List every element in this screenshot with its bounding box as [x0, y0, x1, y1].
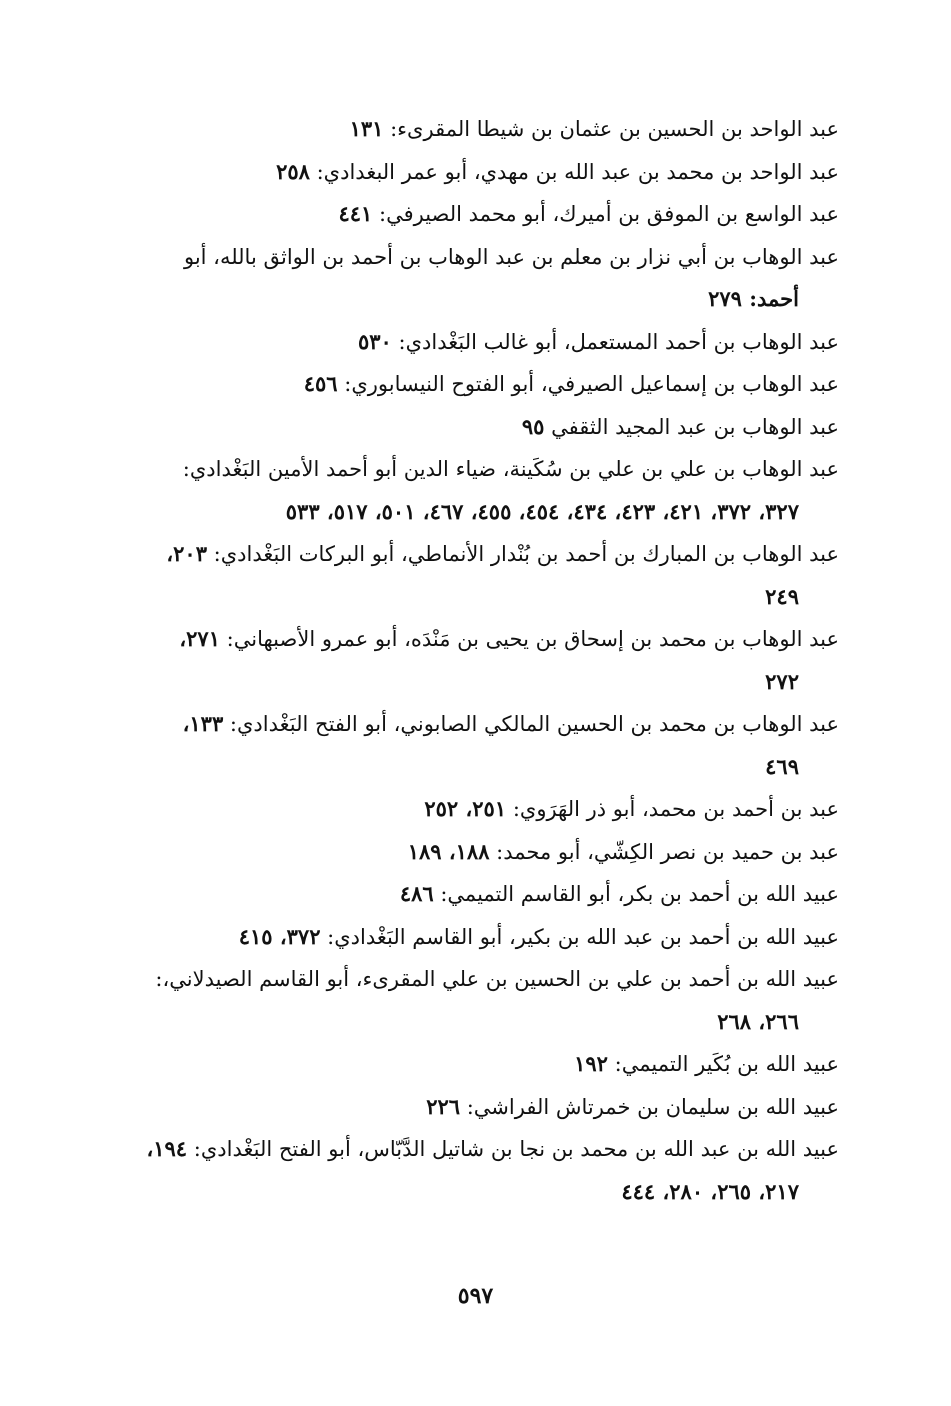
index-entry	[109, 703, 839, 788]
entry-continuation: ٢٦٦، ٢٦٨	[717, 1008, 799, 1034]
index-entry	[109, 448, 839, 533]
index-entry	[109, 618, 839, 703]
entry-name: عبيد الله بن سليمان بن خمرتاش الفراشي:	[466, 1094, 839, 1119]
entry-pages: ٢٠٣،	[166, 541, 207, 566]
entry-name: عبد بن أحمد بن محمد، أبو ذر الهَرَوي:	[512, 797, 839, 821]
entry-pages: ٣٧٢، ٤١٥	[238, 923, 321, 949]
entry-name: عبد الوهاب بن علي بن علي بن سُكَينة، ضياء الدين أبو أحمد الأمين البَغْدادي:	[182, 457, 839, 481]
entry-continuation: ٢١٧، ٢٦٥، ٢٨٠، ٤٤٤	[621, 1178, 799, 1204]
index-entry	[109, 916, 839, 959]
index-entry	[109, 406, 839, 449]
entry-pages: ١٣١	[349, 116, 384, 141]
entry-pages: ٥٣٠	[357, 328, 392, 354]
entry-name: عبيد الله بن أحمد بن بكر، أبو القاسم التميمي:	[440, 882, 839, 906]
entry-continuation: ٤٦٩	[765, 753, 799, 779]
entry-name: عبيد الله بن عبد الله بن محمد بن نجا بن شاتيل الدَّبّاس، أبو الفتح البَغْدادي:	[193, 1137, 839, 1161]
entry-name: عبد الوهاب بن أحمد المستعمل، أبو غالب البَغْدادي:	[398, 329, 839, 354]
entry-pages: ٢٧١،	[179, 626, 220, 651]
index-entry	[109, 363, 839, 406]
entry-name: عبد الوهاب بن إسماعيل الصيرفي، أبو الفتوح النيسابوري:	[344, 372, 839, 396]
entry-name: عبد الواحد بن محمد بن عبد الله بن مهدي، أبو عمر البغدادي:	[316, 159, 839, 184]
entry-pages: ١٨٨، ١٨٩	[407, 838, 490, 864]
entry-name: عبد الواحد بن الحسين بن عثمان بن شيطا المقرىء:	[390, 117, 839, 141]
index-entry	[109, 1043, 839, 1086]
entry-pages: ٢٢٦	[426, 1093, 461, 1119]
entry-continuation: ٢٧٢	[765, 668, 799, 694]
index-entry	[109, 1086, 839, 1129]
index-entry	[109, 533, 839, 618]
entry-pages: ١٩٢	[574, 1051, 608, 1076]
entry-pages: ٢٥٨	[276, 158, 310, 184]
entry-name: عبد الواسع بن الموفق بن أميرك، أبو محمد الصيرفي:	[379, 202, 839, 226]
index-entry	[109, 873, 839, 916]
index-list	[109, 108, 839, 1213]
entry-pages: ٩٥	[521, 413, 545, 439]
entry-pages: ٢٥١، ٢٥٢	[424, 796, 507, 821]
entry-name: عبد الوهاب بن عبد المجيد الثقفي	[551, 414, 839, 439]
entry-name: عبد بن حميد بن نصر الكِشّي، أبو محمد:	[496, 839, 839, 864]
entry-name: عبد الوهاب بن محمد بن الحسين المالكي الصابوني، أبو الفتح البَغْدادي:	[229, 712, 839, 736]
entry-pages: ٤٨٦	[399, 881, 434, 906]
entry-name: عبيد الله بن أحمد بن علي بن الحسين بن علي المقرىء، أبو القاسم الصيدلاني،:	[155, 967, 839, 991]
index-entry	[109, 236, 839, 321]
entry-name: عبد الوهاب بن المبارك بن أحمد بن بُنْدار الأنماطي، أبو البركات البَغْدادي:	[213, 542, 839, 566]
entry-continuation: ٢٤٩	[765, 583, 799, 609]
entry-name: عبيد الله بن أحمد بن عبد الله بن بكير، أبو القاسم البَغْدادي:	[327, 924, 839, 949]
entry-pages: ٤٥٦	[303, 371, 338, 396]
index-entry	[109, 1128, 839, 1213]
entry-continuation: ٣٢٧، ٣٧٢، ٤٢١، ٤٢٣، ٤٣٤، ٤٥٤، ٤٥٥، ٤٦٧، ٥٠١، ٥١٧، ٥٣٣	[285, 498, 799, 524]
index-entry	[109, 151, 839, 194]
index-entry	[109, 108, 839, 151]
index-entry	[109, 788, 839, 831]
index-entry	[109, 958, 839, 1043]
index-entry	[109, 831, 839, 874]
entry-name: عبد الوهاب بن أبي نزار بن معلم بن عبد الوهاب بن أحمد بن الواثق بالله، أبو	[183, 244, 839, 269]
entry-name: عبيد الله بن بُكَير التميمي:	[614, 1052, 839, 1076]
index-entry	[109, 193, 839, 236]
entry-continuation: أحمد: ٢٧٩	[708, 286, 799, 311]
entry-name: عبد الوهاب بن محمد بن إسحاق بن يحيى بن مَنْدَه، أبو عمرو الأصبهاني:	[226, 627, 839, 651]
entry-pages: ١٩٤،	[146, 1136, 188, 1161]
entry-pages: ١٣٣،	[182, 711, 224, 736]
entry-pages: ٤٤١	[338, 201, 373, 226]
page-number: ٥٩٧	[457, 1283, 494, 1309]
index-entry	[109, 321, 839, 364]
